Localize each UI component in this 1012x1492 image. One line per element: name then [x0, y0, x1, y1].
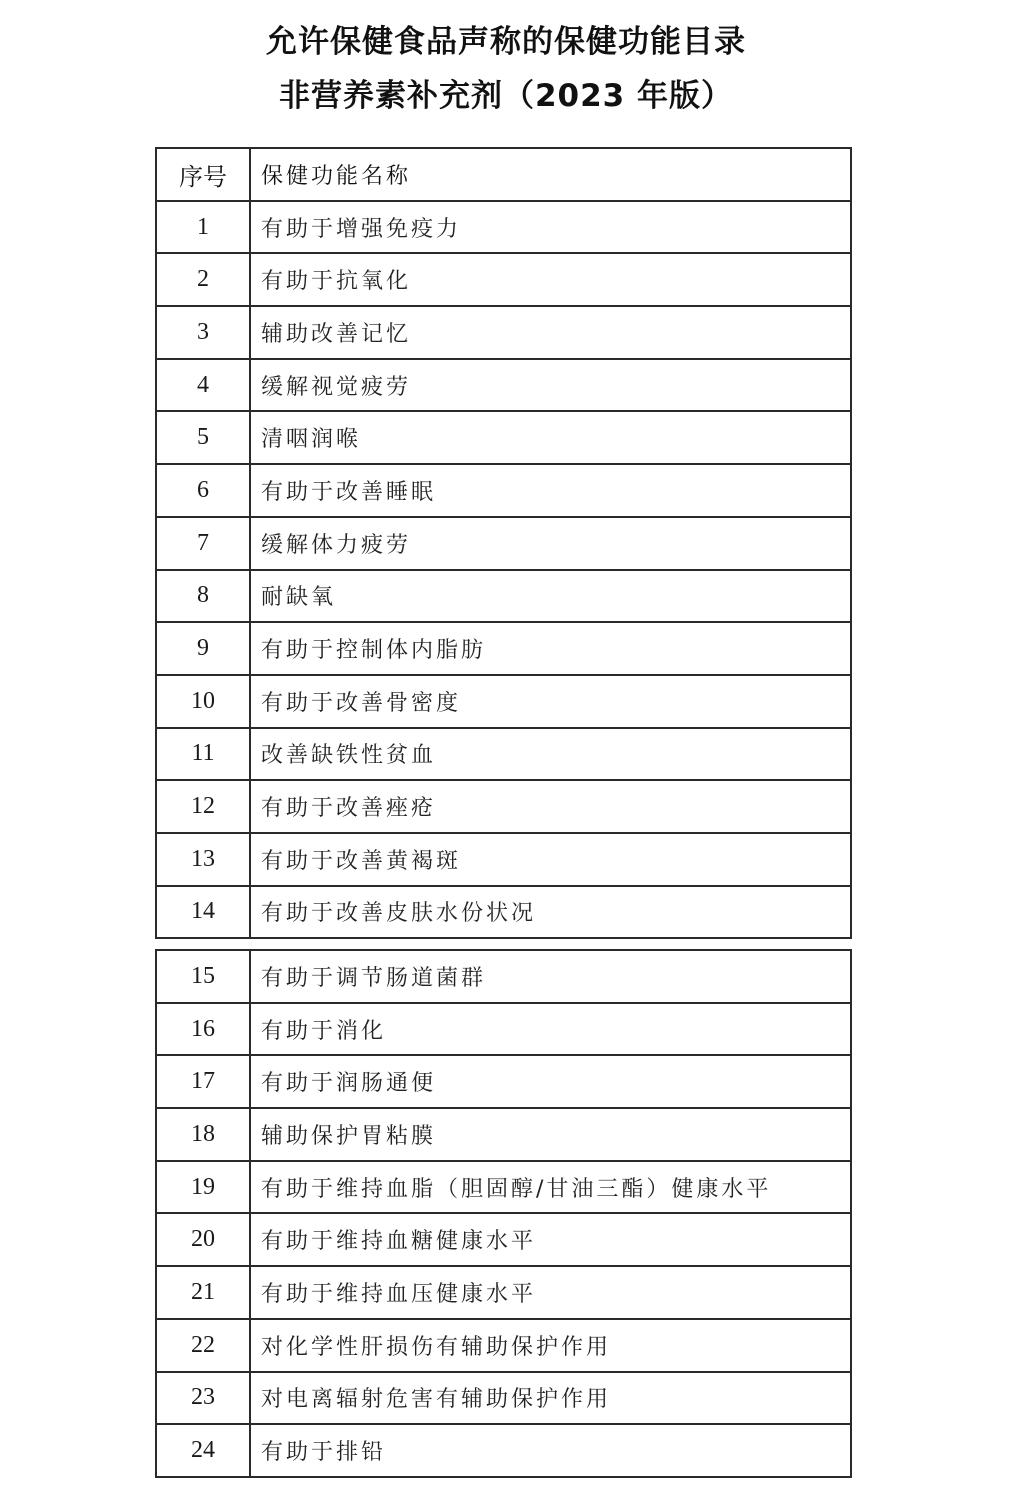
row-number: 9: [156, 622, 250, 675]
table-row: [156, 950, 851, 1003]
row-function-name: 耐缺氧: [250, 570, 851, 623]
table-row: [156, 1424, 851, 1477]
table-row: [156, 359, 851, 412]
row-function-name: 有助于改善皮肤水份状况: [250, 886, 851, 939]
row-number: 5: [156, 411, 250, 464]
table-row: [156, 622, 851, 675]
row-number: 14: [156, 886, 250, 939]
row-function-name: 有助于改善痤疮: [250, 780, 851, 833]
document-subtitle: 非营养素补充剂（2023 年版）: [278, 78, 734, 114]
row-function-name: 有助于增强免疫力: [250, 201, 851, 254]
table-row: [156, 1108, 851, 1161]
row-function-name: 辅助改善记忆: [250, 306, 851, 359]
row-number: 4: [156, 359, 250, 412]
table-row: [156, 886, 851, 939]
table-row: [156, 1161, 851, 1214]
table-row: [156, 1055, 851, 1108]
row-number: 18: [156, 1108, 250, 1161]
document-title: 允许保健食品声称的保健功能目录: [266, 24, 746, 60]
row-number: 17: [156, 1055, 250, 1108]
health-function-table-part2: [155, 949, 852, 1478]
row-number: 21: [156, 1266, 250, 1319]
row-function-name: 辅助保护胃粘膜: [250, 1108, 851, 1161]
header-function-name: 保健功能名称: [250, 148, 851, 201]
table-row: [156, 306, 851, 359]
row-number: 24: [156, 1424, 250, 1477]
row-function-name: 有助于改善黄褐斑: [250, 833, 851, 886]
row-function-name: 有助于改善骨密度: [250, 675, 851, 728]
table-row: [156, 780, 851, 833]
row-function-name: 改善缺铁性贫血: [250, 728, 851, 781]
table-row: [156, 253, 851, 306]
table-row: [156, 201, 851, 254]
row-number: 2: [156, 253, 250, 306]
row-function-name: 有助于排铅: [250, 1424, 851, 1477]
table-row: [156, 1372, 851, 1425]
row-function-name: 对化学性肝损伤有辅助保护作用: [250, 1319, 851, 1372]
table-row: [156, 1266, 851, 1319]
row-number: 7: [156, 517, 250, 570]
row-number: 22: [156, 1319, 250, 1372]
row-number: 12: [156, 780, 250, 833]
row-number: 8: [156, 570, 250, 623]
row-function-name: 缓解视觉疲劳: [250, 359, 851, 412]
row-number: 19: [156, 1161, 250, 1214]
row-function-name: 有助于抗氧化: [250, 253, 851, 306]
table-row: [156, 728, 851, 781]
row-number: 3: [156, 306, 250, 359]
row-number: 11: [156, 728, 250, 781]
row-number: 10: [156, 675, 250, 728]
table-row: [156, 675, 851, 728]
row-number: 1: [156, 201, 250, 254]
row-function-name: 清咽润喉: [250, 411, 851, 464]
table-row: [156, 1003, 851, 1056]
health-function-table-part1: [155, 147, 852, 939]
row-function-name: 对电离辐射危害有辅助保护作用: [250, 1372, 851, 1425]
row-function-name: 有助于控制体内脂肪: [250, 622, 851, 675]
row-function-name: 有助于维持血糖健康水平: [250, 1213, 851, 1266]
table-row: [156, 1319, 851, 1372]
row-function-name: 有助于维持血脂（胆固醇/甘油三酯）健康水平: [250, 1161, 851, 1214]
table-row: [156, 833, 851, 886]
table-row: [156, 464, 851, 517]
row-function-name: 有助于润肠通便: [250, 1055, 851, 1108]
row-number: 6: [156, 464, 250, 517]
row-function-name: 有助于调节肠道菌群: [250, 950, 851, 1003]
table-row: [156, 411, 851, 464]
table-row: [156, 1213, 851, 1266]
row-number: 13: [156, 833, 250, 886]
row-number: 20: [156, 1213, 250, 1266]
header-number: 序号: [156, 148, 250, 201]
row-function-name: 缓解体力疲劳: [250, 517, 851, 570]
row-number: 15: [156, 950, 250, 1003]
row-function-name: 有助于改善睡眠: [250, 464, 851, 517]
row-number: 23: [156, 1372, 250, 1425]
row-number: 16: [156, 1003, 250, 1056]
row-function-name: 有助于消化: [250, 1003, 851, 1056]
table-row: [156, 570, 851, 623]
table-header-row: [156, 148, 851, 201]
row-function-name: 有助于维持血压健康水平: [250, 1266, 851, 1319]
table-row: [156, 517, 851, 570]
